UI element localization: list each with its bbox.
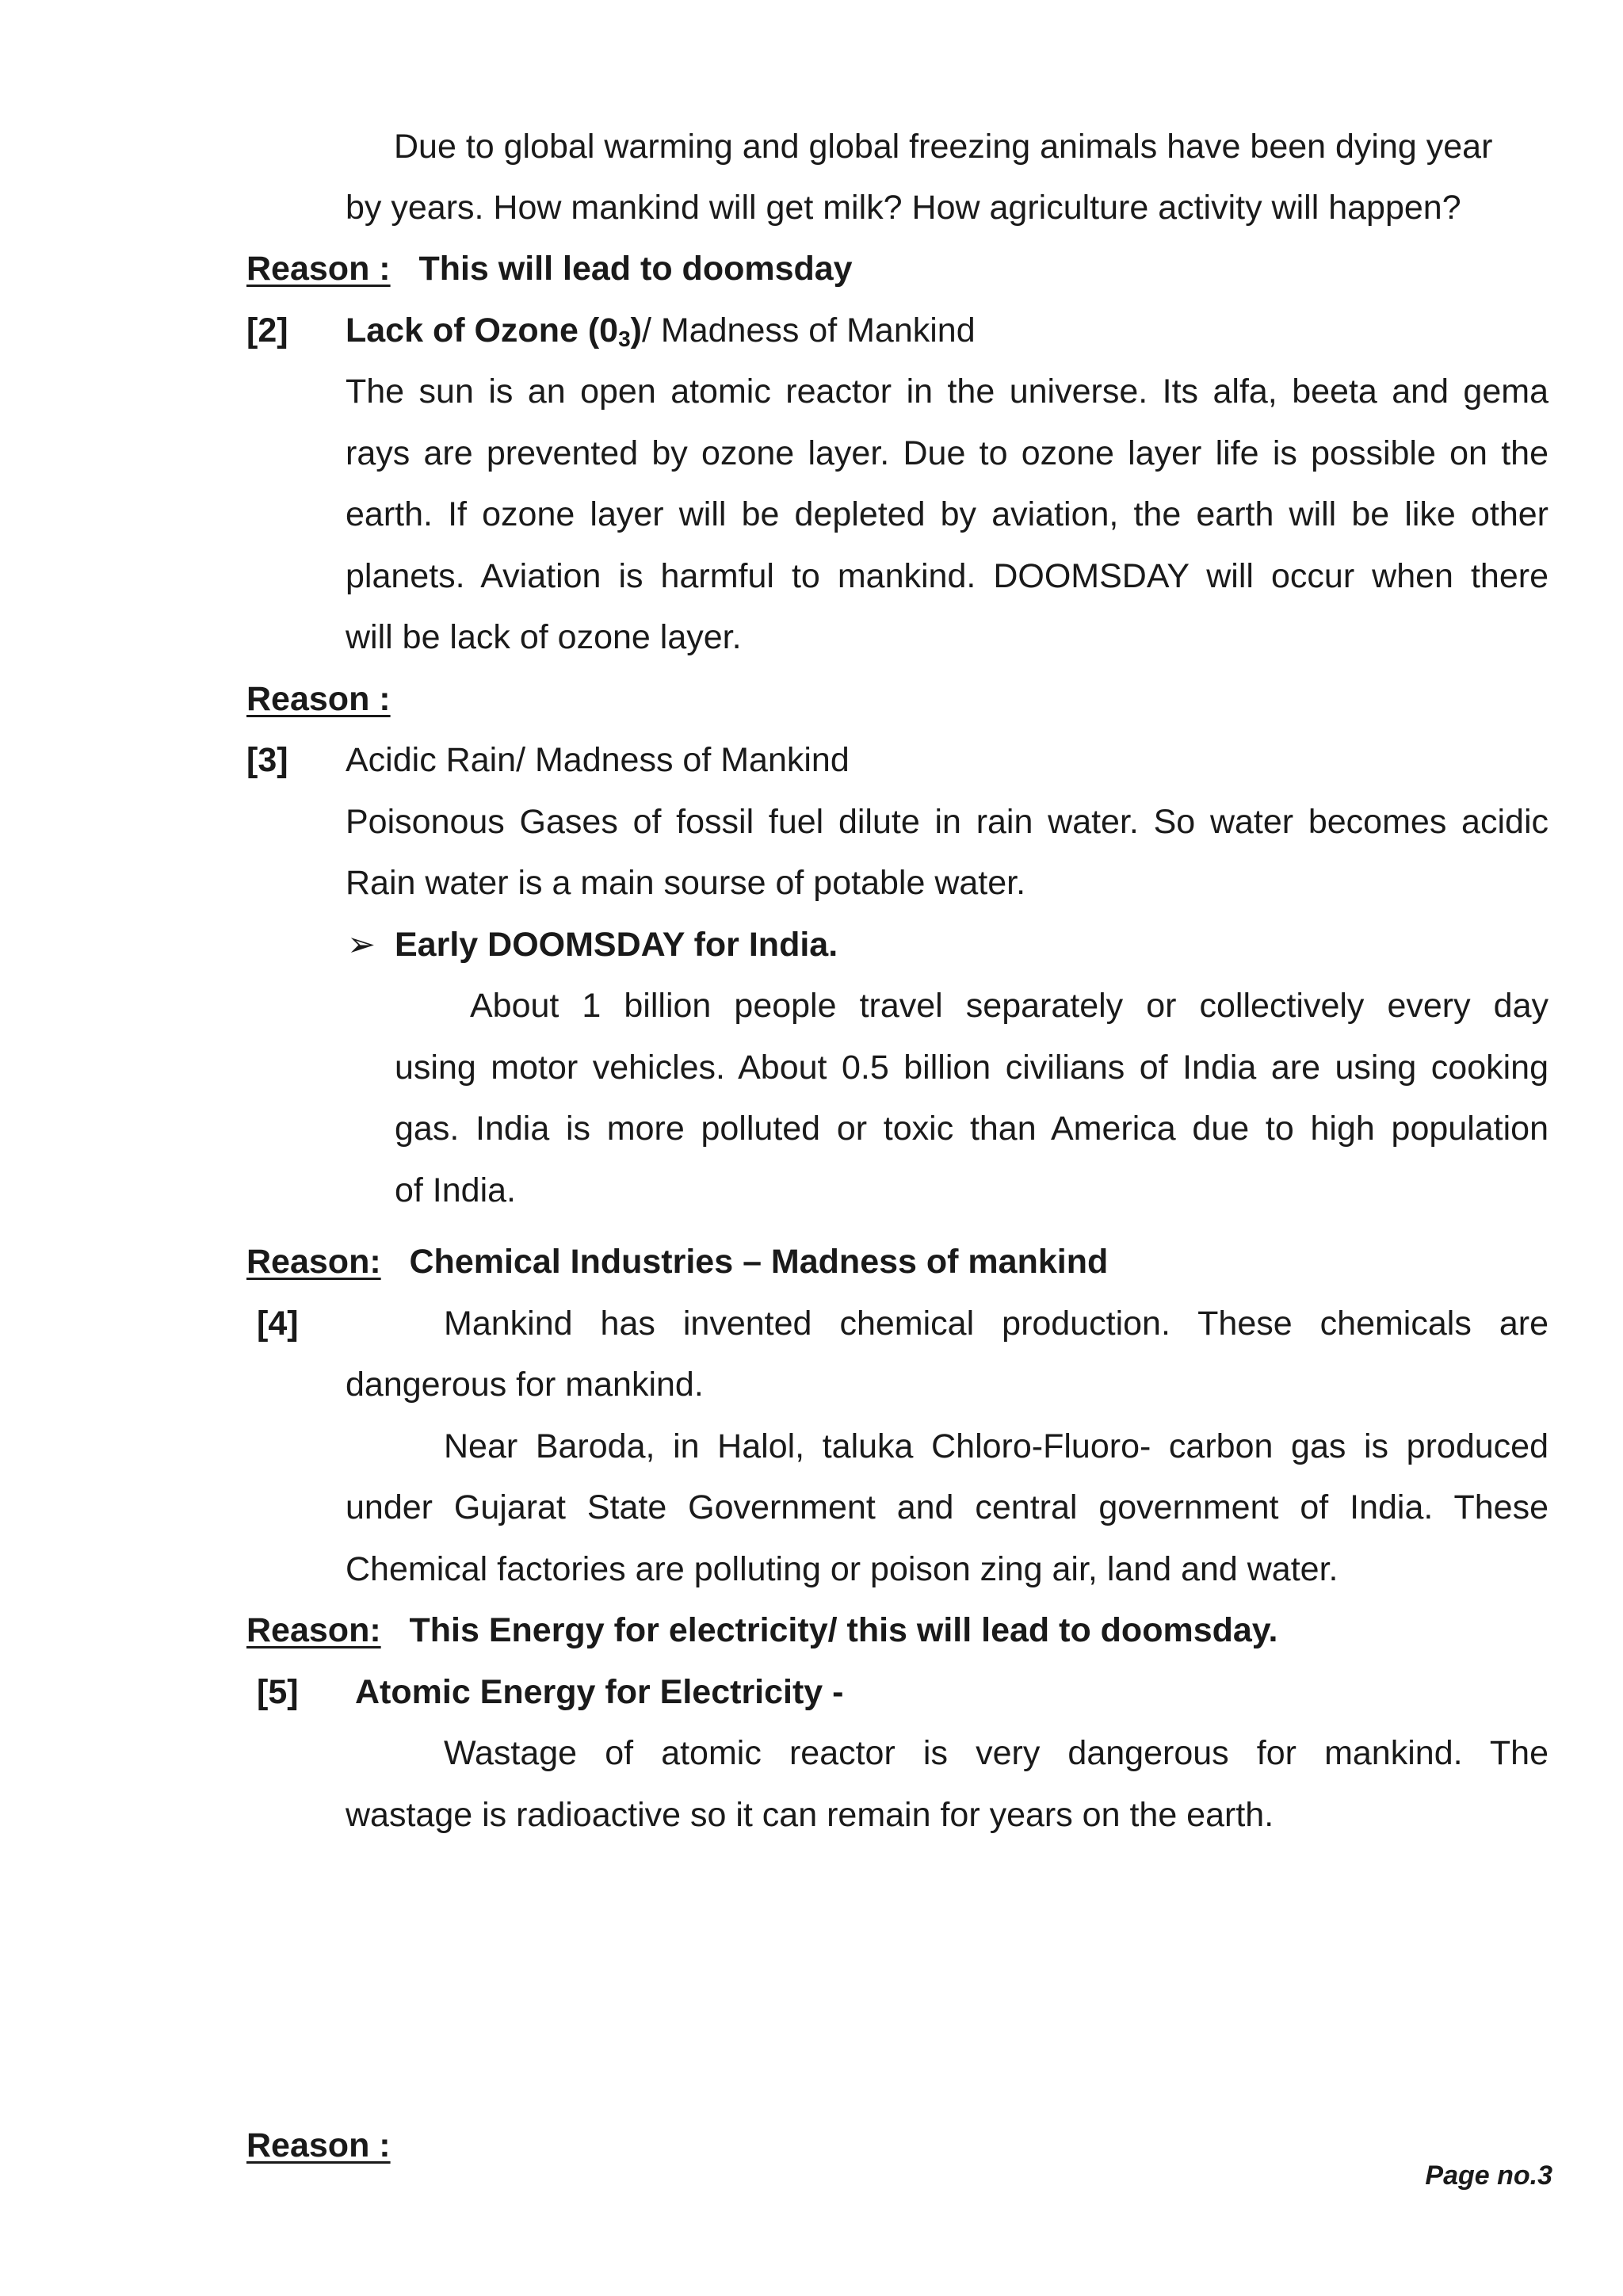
reason-label: Reason : xyxy=(246,250,391,288)
reason-heading xyxy=(246,1245,1108,1279)
item-heading-subscript: 3 xyxy=(618,327,631,351)
reason-text: This will lead to doomsday xyxy=(418,250,853,288)
paragraph-line: Mankind has invented chemical production. These chemicals are xyxy=(444,1305,1549,1343)
paragraph-line: Rain water is a main sourse of potable water. xyxy=(346,864,1026,902)
reason-text: This Energy for electricity/ this will lead to doomsday. xyxy=(409,1611,1278,1649)
paragraph-line: About 1 billion people travel separately or collectively every day xyxy=(470,987,1549,1025)
paragraph-line: gas. India is more polluted or toxic than America due to high population xyxy=(395,1110,1549,1148)
paragraph-line: under Gujarat State Government and central government of India. These xyxy=(346,1488,1549,1526)
bullet-heading: Early DOOMSDAY for India. xyxy=(395,926,838,964)
paragraph-line: of India. xyxy=(395,1171,516,1209)
item-heading-rest: / Madness of Mankind xyxy=(641,311,976,350)
reason-label: Reason: xyxy=(246,1243,381,1281)
arrow-bullet-icon: ➢ xyxy=(347,926,376,964)
reason-label: Reason : xyxy=(246,680,391,718)
paragraph-line: wastage is radioactive so it can remain for years on the earth. xyxy=(346,1796,1274,1834)
reason-label: Reason: xyxy=(246,1611,381,1649)
item-heading: Acidic Rain/ Madness of Mankind xyxy=(346,741,850,779)
paragraph-line: The sun is an open atomic reactor in the universe. Its alfa, beeta and gema xyxy=(346,372,1549,411)
paragraph-line: planets. Aviation is harmful to mankind. DOOMSDAY will occur when there xyxy=(346,557,1549,595)
paragraph-line: dangerous for mankind. xyxy=(346,1366,704,1404)
reason-heading xyxy=(246,1611,1278,1649)
reason-label: Reason : xyxy=(246,2126,391,2164)
paragraph-line: earth. If ozone layer will be depleted by aviation, the earth will be like other xyxy=(346,495,1549,533)
item-heading-bold-close: ) xyxy=(630,311,642,350)
paragraph-line: Due to global warming and global freezing animals have been dying year xyxy=(394,128,1493,166)
paragraph-line: Near Baroda, in Halol, taluka Chloro-Fluoro- carbon gas is produced xyxy=(444,1427,1549,1465)
item-number: [2] xyxy=(246,311,288,350)
paragraph-line: Chemical factories are polluting or poison zing air, land and water. xyxy=(346,1550,1338,1588)
item-heading: Atomic Energy for Electricity - xyxy=(355,1673,844,1711)
item-number: [3] xyxy=(246,741,288,779)
item-heading xyxy=(346,311,976,351)
item-heading-bold: Lack of Ozone (0 xyxy=(346,311,619,350)
paragraph-line: by years. How mankind will get milk? How agriculture activity will happen? xyxy=(346,189,1461,227)
paragraph-line: Wastage of atomic reactor is very dangerous for mankind. The xyxy=(444,1734,1549,1772)
reason-text: Chemical Industries – Madness of mankind xyxy=(409,1243,1109,1281)
paragraph-line: Poisonous Gases of fossil fuel dilute in rain water. So water becomes acidic xyxy=(346,803,1549,841)
item-number: [4] xyxy=(257,1305,299,1343)
page-number: Page no.3 xyxy=(1425,2160,1552,2191)
item-number: [5] xyxy=(257,1673,299,1711)
paragraph-line: rays are prevented by ozone layer. Due to ozone layer life is possible on the xyxy=(346,434,1549,472)
paragraph-line: using motor vehicles. About 0.5 billion civilians of India are using cooking xyxy=(395,1049,1549,1087)
paragraph-line: will be lack of ozone layer. xyxy=(346,618,742,656)
reason-heading xyxy=(246,252,853,286)
